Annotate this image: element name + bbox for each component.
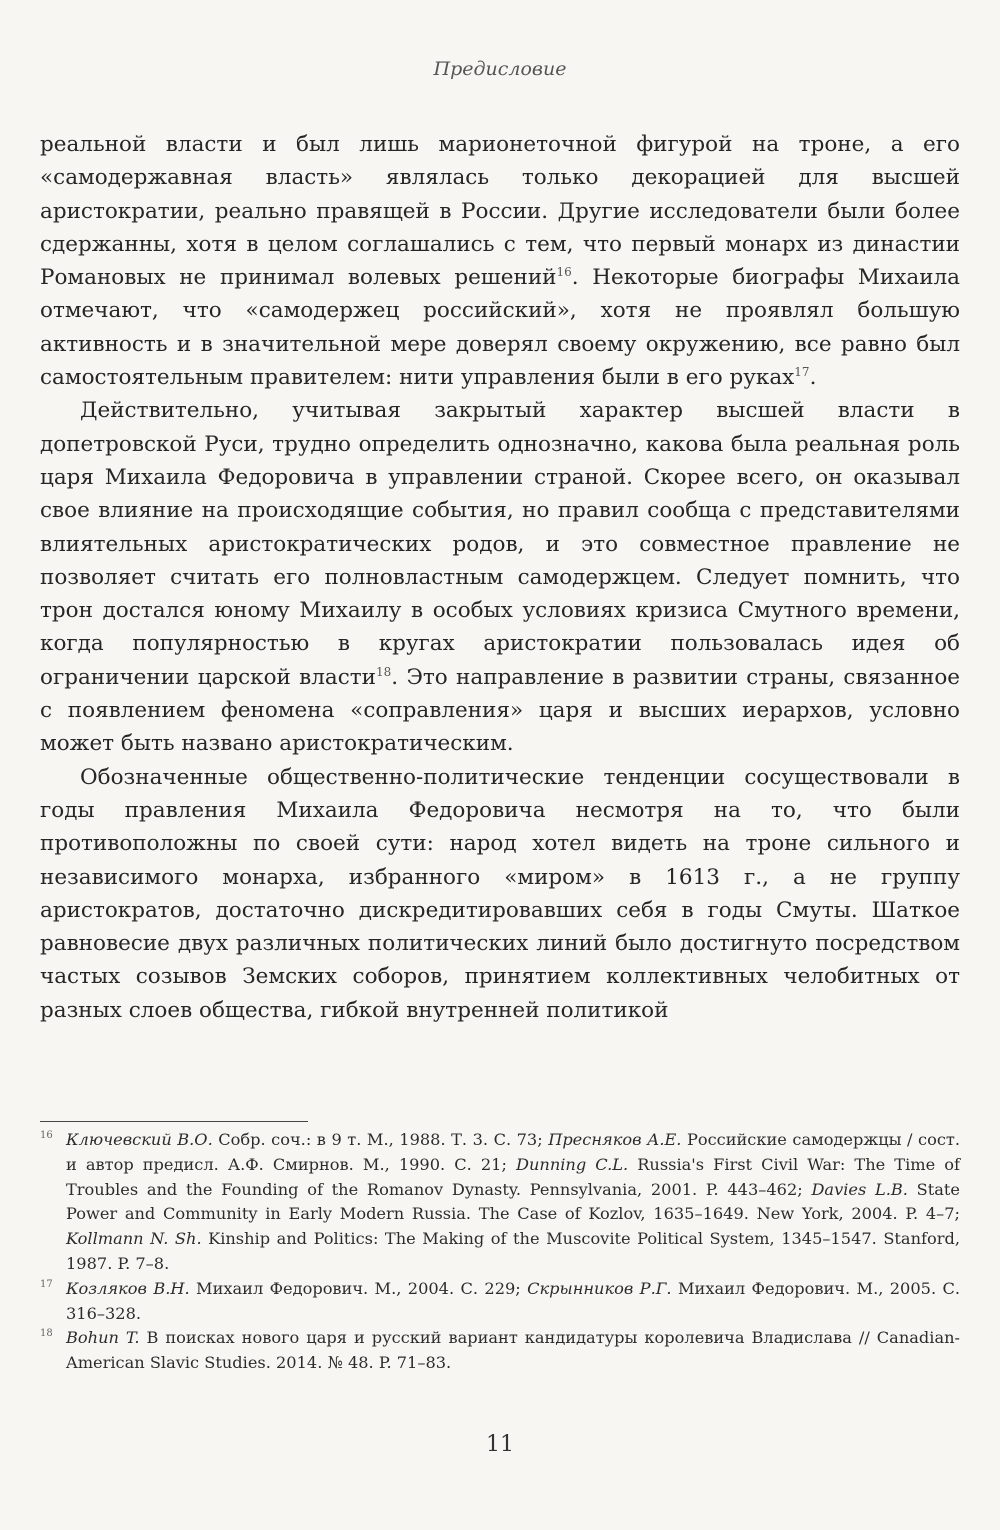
running-head: Предисловие [433, 58, 567, 80]
footnote-divider [40, 1121, 308, 1122]
footnote-ref[interactable]: 16 [556, 265, 572, 280]
footnote-author: Kollmann N. Sh. [66, 1229, 202, 1249]
footnote-ref[interactable]: 18 [376, 664, 392, 679]
paragraph-text: Обозначенные общественно-политические тенденции сосуществовали в годы правления Михаила Федоровича несмотря на то, что были противоположны по своей сути: народ хотел видеть на троне сильного и независимого монарха, избранного «миром» в 1613 г., а не группу аристократов, достаточно дискредитировавших себя в годы Смуты. Шаткое равновесие двух различных политических линий было достигнуто посредством частых созывов Земских соборов, принятием коллективных челобитных от разных слоев общества, гибкой внутренней политикой [40, 764, 960, 1023]
footnote-text: Российские самодержцы / сост. и автор предисл. А.Ф. Смирнов. М., 1990. С. 21; [66, 1130, 961, 1174]
paragraph-text: . Некоторые биографы Михаила отмечают, что «самодержец российский», хотя не проявлял большую активность и в значительной мере доверял своему окружению, все равно был самостоятельным правителем: нити управления были в его руках [40, 265, 961, 391]
footnote-number: 16 [40, 1130, 53, 1141]
footnote-text: Михаил Федорович. М., 2004. С. 229; [189, 1278, 528, 1298]
paragraph-text: . Это направление в развитии страны, связанное с появлением феномена «соправления» царя и высших иерархов, условно может быть названо аристократическим. [40, 664, 960, 757]
footnote-number: 18 [40, 1328, 53, 1340]
footnote-text: Russia's First Civil War: The Time of Troubles and the Founding of the Romanov Dynasty. Pennsylvania, 2001. P. 443–462; [66, 1154, 961, 1199]
page-number: 11 [486, 1432, 514, 1457]
footnote-author: Ключевский В.О. [66, 1130, 213, 1149]
paragraph-text: реальной власти и был лишь марионеточной фигурой на троне, а его «самодержавная власть» являлась только декорацией для высшей аристократии, реально правящей в России. Другие исследователи были более сдержанны, хотя в целом соглашались с тем, что первый монарх из династии Романовых не принимал волевых решений [40, 132, 960, 291]
footnote [40, 1326, 960, 1376]
footnote-text: Kinship and Politics: The Making of the Muscovite Political System, 1345–1547. Stanford, 1987. P. 7–8. [66, 1229, 960, 1273]
footnotes [40, 1128, 960, 1376]
footnote-author: Davies L.B. [811, 1179, 908, 1199]
paragraph [40, 761, 960, 1027]
paragraph [40, 394, 960, 760]
footnote-author: Bohun T. [66, 1328, 140, 1348]
footnote [40, 1128, 960, 1277]
footnote-author: Dunning C.L. [515, 1154, 629, 1174]
footnote [40, 1277, 960, 1327]
footnote-author: Скрынников Р.Г. [527, 1278, 672, 1298]
footnote-author: Козляков В.Н. [66, 1278, 190, 1298]
footnote-number: 17 [40, 1278, 53, 1290]
paragraph-text: . [809, 365, 817, 391]
footnote-text: State Power and Community in Early Modern Russia. The Case of Kozlov, 1635–1649. New York, 2004. P. 4–7; [66, 1179, 960, 1224]
paragraph-text: Действительно, учитывая закрытый характер высшей власти в допетровской Руси, трудно определить однозначно, какова была реальная роль царя Михаила Федоровича в управлении страной. Скорее всего, он оказывал свое влияние на происходящие события, но правил сообща с представителями влиятельных аристократических родов, и это совместное правление не позволяет считать его полновластным самодержцем. Следует помнить, что трон достался юному Михаилу в особых условиях кризиса Смутного времени, когда популярностью в кругах аристократии пользовалась идея об ограничении царской власти [40, 398, 960, 690]
footnote-ref[interactable]: 17 [794, 364, 810, 379]
paragraph [40, 128, 960, 394]
main-text [40, 128, 960, 1027]
footnote-text: В поисках нового царя и русский вариант кандидатуры королевича Владислава // Canadian-American Slavic Studies. 2014. № 48. P. 71–83. [66, 1328, 960, 1373]
footnote-text: Собр. соч.: в 9 т. М., 1988. Т. 3. С. 73; [212, 1130, 549, 1149]
footnote-text: Михаил Федорович. М., 2005. С. 316–328. [66, 1278, 960, 1323]
footnote-author: Пресняков А.Е. [548, 1130, 682, 1149]
